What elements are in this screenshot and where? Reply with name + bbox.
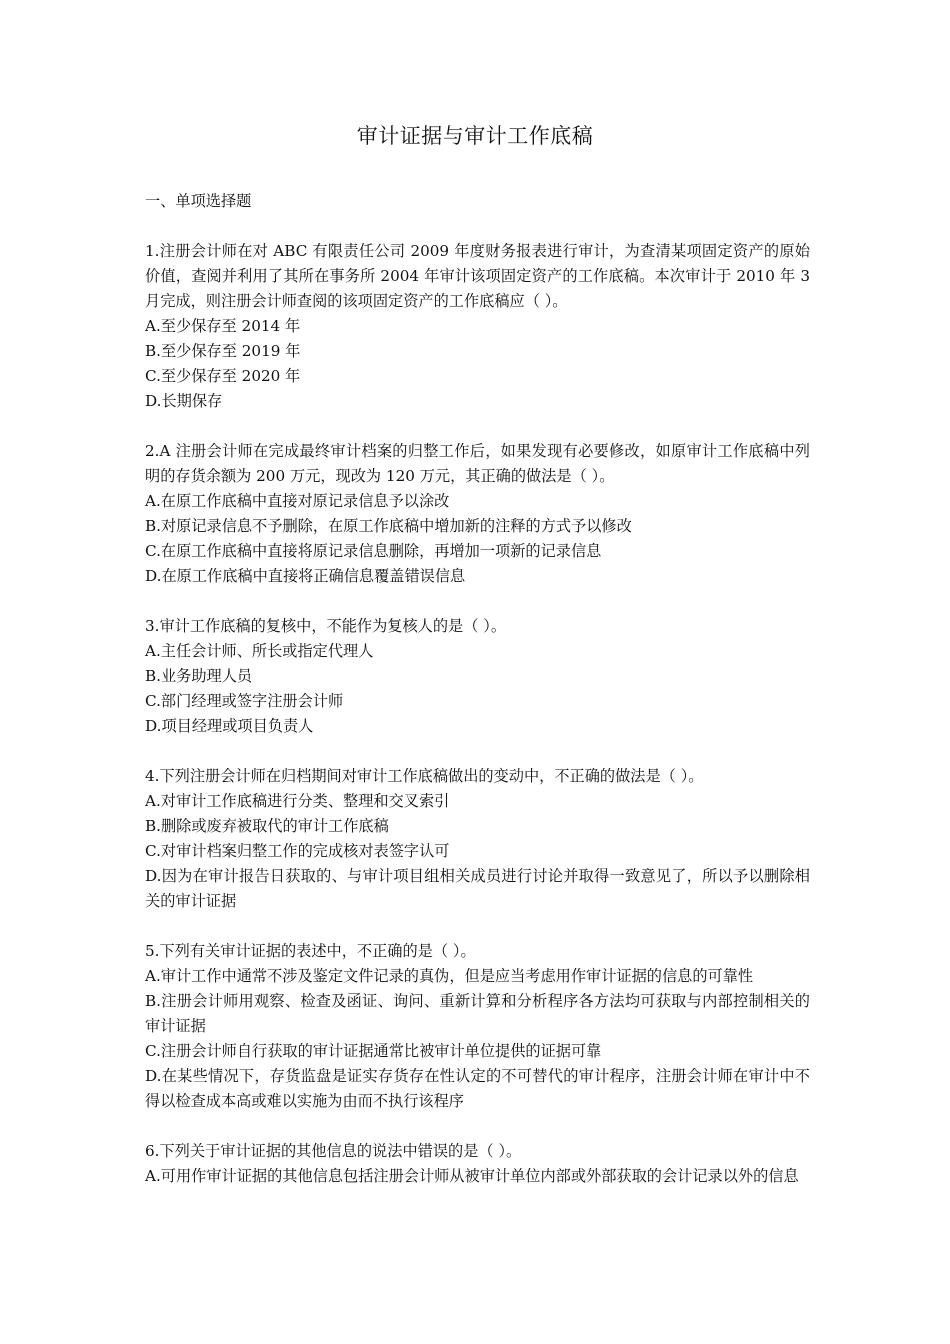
question-option: A.可用作审计证据的其他信息包括注册会计师从被审计单位内部或外部获取的会计记录以外的信息 — [145, 1167, 799, 1185]
question-option: B.业务助理人员 — [145, 667, 253, 685]
document-title: 审计证据与审计工作底稿 — [356, 124, 594, 148]
question-option: D.因为在审计报告日获取的、与审计项目组相关成员进行讨论并取得一致意见了，所以予以删除相关的审计证据 — [145, 867, 810, 910]
document-body — [145, 189, 810, 1214]
question-option: A.主任会计师、所长或指定代理人 — [145, 642, 374, 660]
question-option: B.对原记录信息不予删除，在原工作底稿中增加新的注释的方式予以修改 — [145, 517, 632, 535]
question-option: D.项目经理或项目负责人 — [145, 717, 314, 735]
question-5 — [145, 939, 810, 1114]
question-option: C.在原工作底稿中直接将原记录信息删除，再增加一项新的记录信息 — [145, 542, 602, 560]
question-stem: 4.下列注册会计师在归档期间对审计工作底稿做出的变动中，不正确的做法是（ ）。 — [145, 767, 704, 785]
question-option: B.注册会计师用观察、检查及函证、询问、重新计算和分析程序各方法均可获取与内部控制相关的审计证据 — [145, 992, 810, 1035]
question-option: C.部门经理或签字注册会计师 — [145, 692, 344, 710]
question-option: D.在原工作底稿中直接将正确信息覆盖错误信息 — [145, 567, 466, 585]
question-4 — [145, 764, 810, 914]
question-option: D.长期保存 — [145, 392, 223, 410]
question-2 — [145, 439, 810, 589]
question-stem: 2.A 注册会计师在完成最终审计档案的归整工作后，如果发现有必要修改，如原审计工作底稿中列明的存货余额为 200 万元，现改为 120 万元，其正确的做法是（ ）。 — [145, 442, 810, 485]
question-option: A.至少保存至 2014 年 — [145, 317, 301, 335]
question-option: B.删除或废弃被取代的审计工作底稿 — [145, 817, 389, 835]
question-option: C.注册会计师自行获取的审计证据通常比被审计单位提供的证据可靠 — [145, 1042, 602, 1060]
question-stem: 3.审计工作底稿的复核中，不能作为复核人的是（ ）。 — [145, 617, 507, 635]
question-option: C.至少保存至 2020 年 — [145, 367, 301, 385]
question-stem: 5.下列有关审计证据的表述中，不正确的是（ ）。 — [145, 942, 476, 960]
question-stem: 6.下列关于审计证据的其他信息的说法中错误的是（ ）。 — [145, 1142, 522, 1160]
question-option: A.对审计工作底稿进行分类、整理和交叉索引 — [145, 792, 450, 810]
question-option: D.在某些情况下，存货监盘是证实存货存在性认定的不可替代的审计程序，注册会计师在审计中不得以检查成本高或难以实施为由而不执行该程序 — [145, 1067, 810, 1110]
question-1 — [145, 239, 810, 414]
question-option: B.至少保存至 2019 年 — [145, 342, 301, 360]
question-option: C.对审计档案归整工作的完成核对表签字认可 — [145, 842, 450, 860]
question-6 — [145, 1139, 810, 1189]
question-3 — [145, 614, 810, 739]
question-option: A.审计工作中通常不涉及鉴定文件记录的真伪，但是应当考虑用作审计证据的信息的可靠性 — [145, 967, 754, 985]
question-option: A.在原工作底稿中直接对原记录信息予以涂改 — [145, 492, 450, 510]
section-heading: 一、单项选择题 — [145, 192, 252, 210]
question-stem: 1.注册会计师在对 ABC 有限责任公司 2009 年度财务报表进行审计，为查清某项固定资产的原始价值，查阅并利用了其所在事务所 2004 年审计该项固定资产的工作底稿。本次审计于 2010 年 3 月完成，则注册会计师查阅的该项固定资产的工作底稿应（ ）。 — [145, 242, 810, 310]
